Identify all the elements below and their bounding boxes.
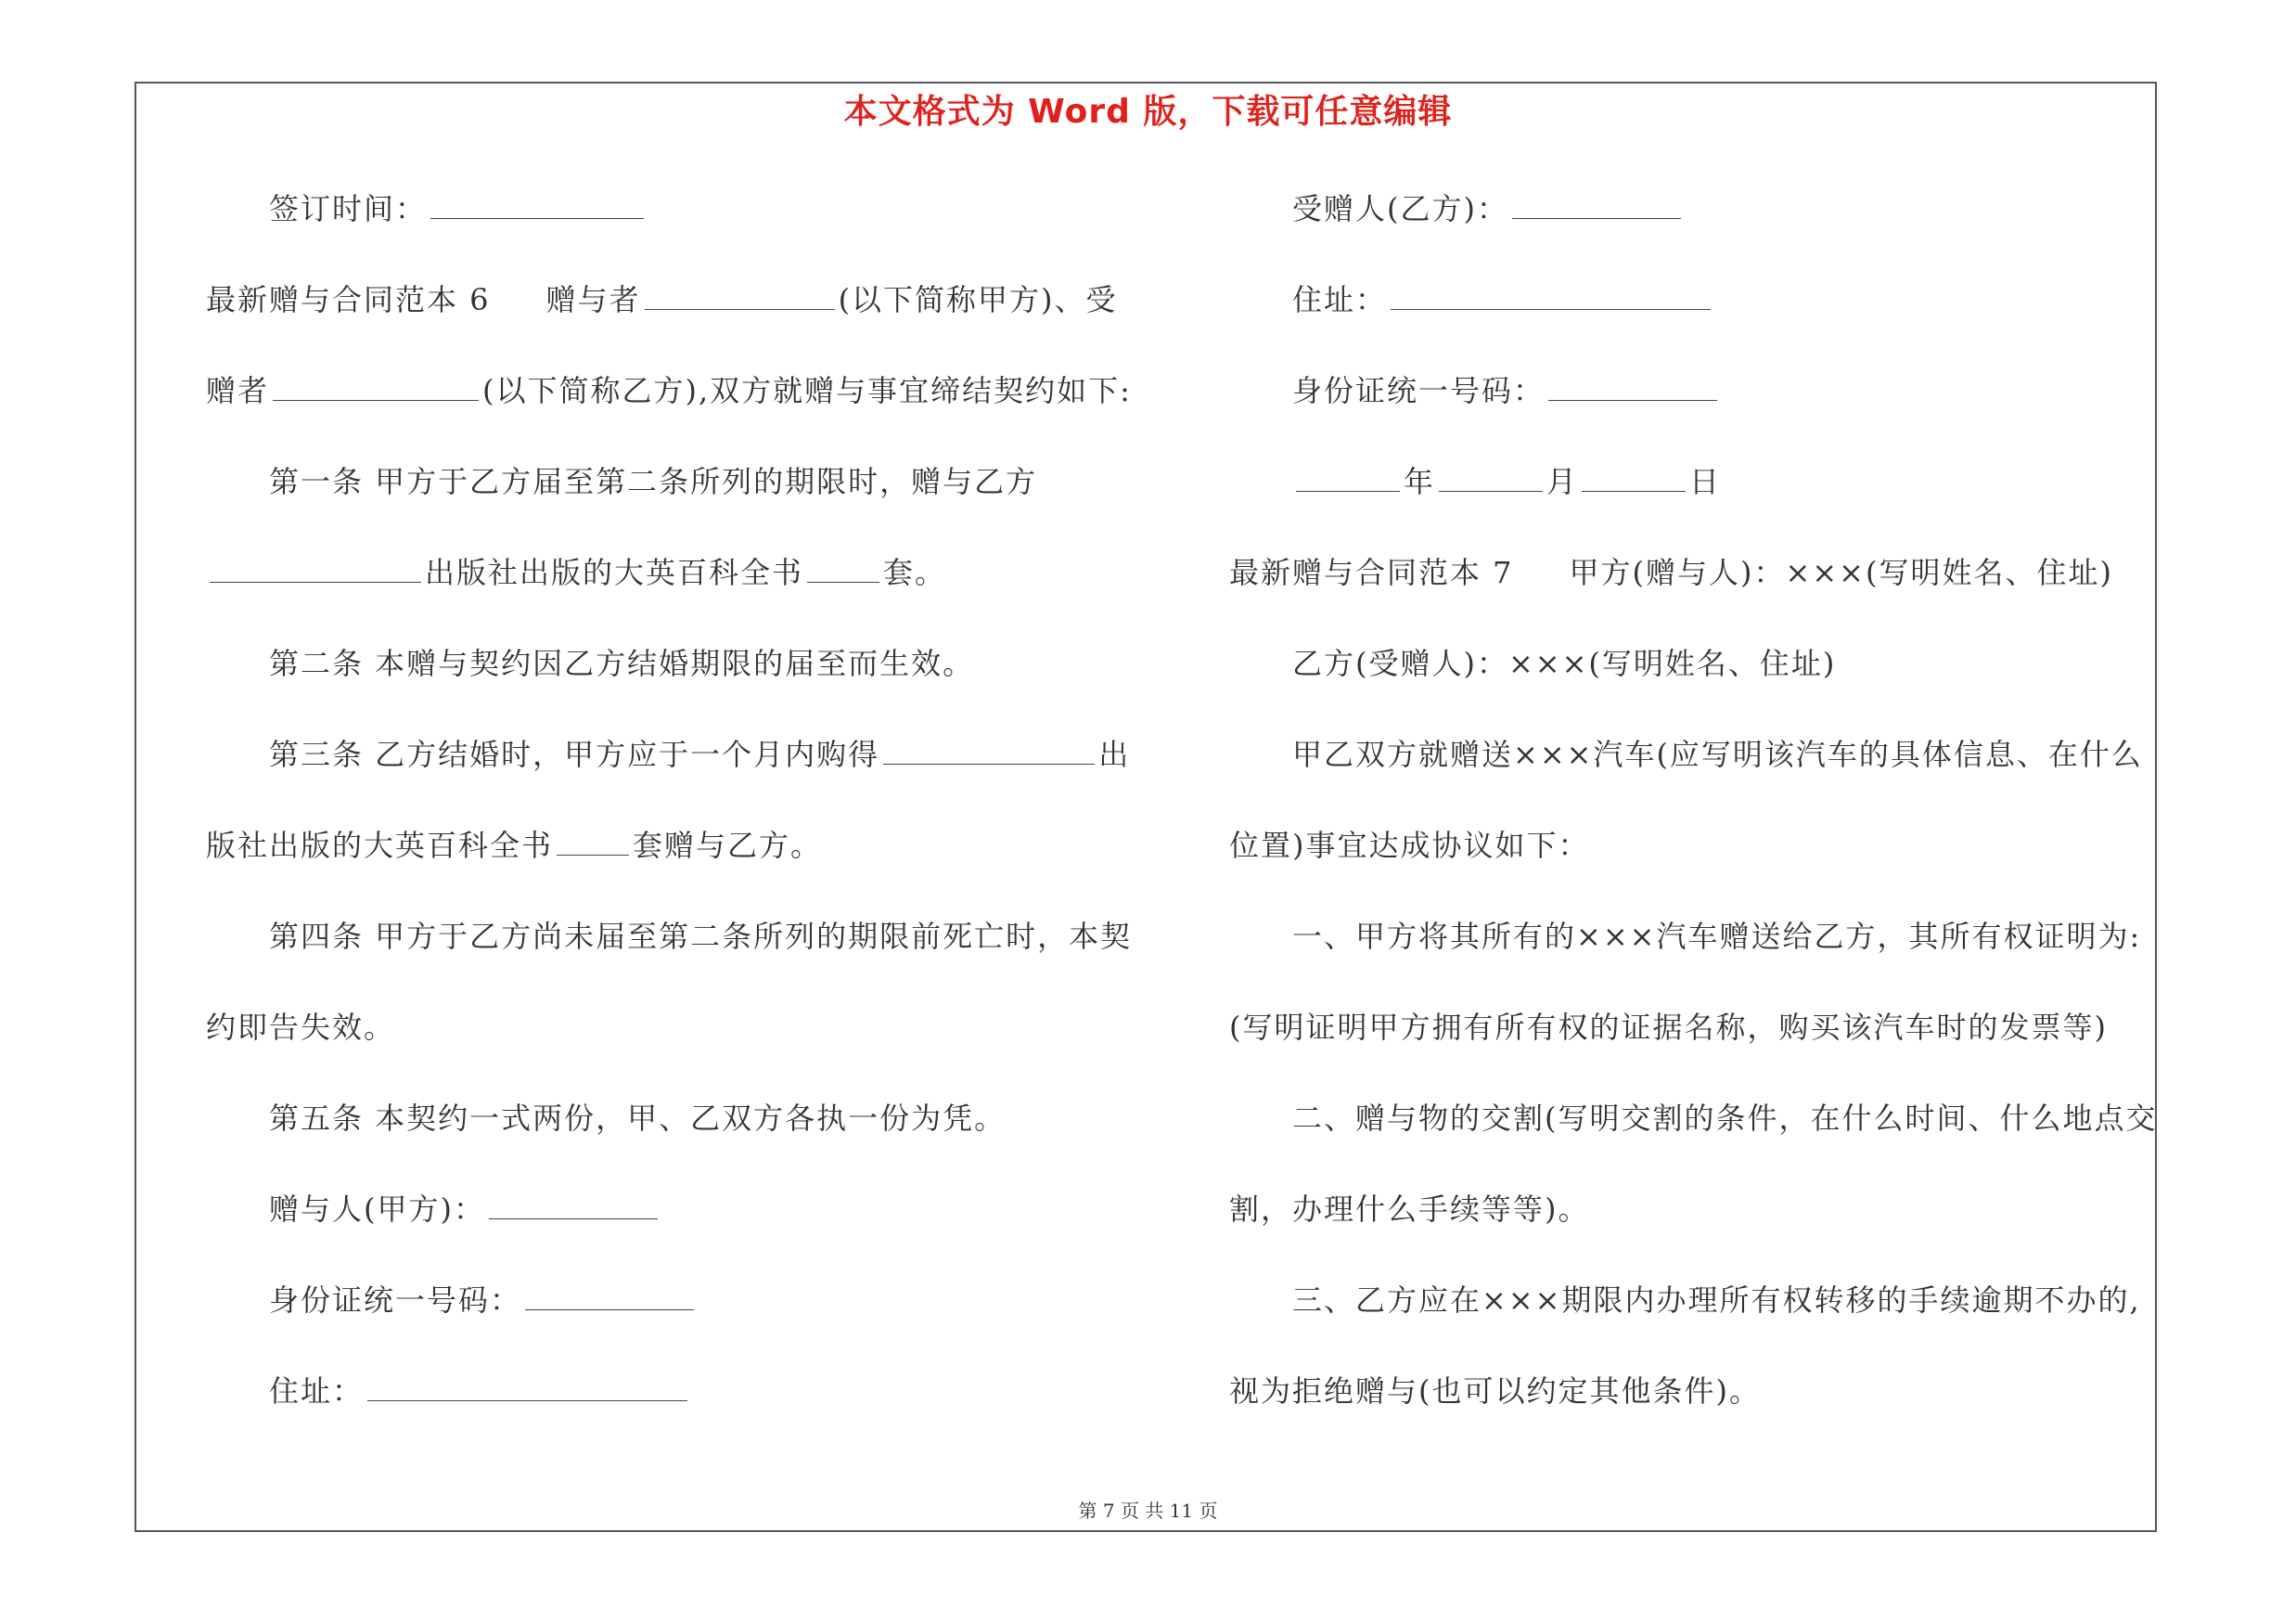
donee-intro-text: (以下简称乙方),双方就赠与事宜缔结契约如下: (482, 373, 1132, 408)
donor-sign-line (206, 1186, 1124, 1277)
party-a-text: 甲方(赠与人)：×××(写明姓名、住址) (1569, 555, 2113, 590)
section6-line (206, 277, 1124, 367)
clause3-text: 三、乙方应在×××期限内办理所有权转移的手续逾期不办的, (1292, 1282, 2141, 1318)
month-label: 月 (1546, 464, 1579, 499)
article3-text: 第三条 乙方结婚时，甲方应于一个月内购得 (269, 737, 880, 772)
donee-address-blank (1391, 277, 1711, 310)
article5-text: 第五条 本契约一式两份，甲、乙双方各执一份为凭。 (269, 1101, 1007, 1136)
donee-id-blank (1548, 368, 1717, 401)
clause1-text-end: (写明证明甲方拥有所有权的证据名称，购买该汽车时的发票等) (1229, 1010, 2108, 1045)
donor-id-line (206, 1277, 1124, 1368)
day-label: 日 (1689, 464, 1722, 499)
donee-id-line (1229, 367, 2166, 458)
right-column (1229, 186, 2166, 1459)
article1-line1 (206, 458, 1124, 549)
sign-time-blank (430, 187, 644, 219)
intro-text-end: 位置)事宜达成协议如下： (1229, 828, 1590, 863)
party-b-line (1229, 640, 2166, 731)
sets-blank-2 (557, 823, 629, 856)
article4-text-end: 约即告失效。 (206, 1010, 396, 1045)
party-b-text: 乙方(受赠人)：×××(写明姓名、住址) (1292, 646, 1837, 681)
clause1-line2 (1229, 1004, 2166, 1095)
clause2-line2 (1229, 1186, 2166, 1277)
clause2-text-end: 割，办理什么手续等等)。 (1229, 1191, 1590, 1227)
year-blank (1296, 459, 1400, 492)
section7-title: 最新赠与合同范本 7 (1229, 555, 1514, 590)
intro-line2 (1229, 822, 2166, 913)
donee-id-label: 身份证统一号码： (1292, 373, 1546, 408)
year-label: 年 (1404, 464, 1436, 499)
article4-line1 (206, 913, 1133, 1004)
article5-line (206, 1095, 1124, 1186)
donee-intro-label: 赠者 (206, 373, 270, 408)
clause3-line2 (1229, 1368, 2166, 1459)
left-column (206, 186, 1133, 1459)
format-banner: 本文格式为 Word 版，下载可任意编辑 (843, 93, 1453, 131)
page-number: 第 7 页 共 11 页 (1078, 1500, 1218, 1522)
donor-address-label: 住址： (269, 1373, 365, 1409)
article3-text-cont: 出 (1098, 737, 1131, 772)
article2-text: 第二条 本赠与契约因乙方结婚期限的届至而生效。 (269, 646, 975, 681)
donee-blank (1512, 187, 1681, 219)
donee-label: 受赠人(乙方)： (1292, 191, 1508, 226)
section6-title: 最新赠与合同范本 6 (206, 282, 491, 317)
donor-blank (489, 1187, 658, 1219)
sets-blank (807, 550, 879, 583)
clause1-text: 一、甲方将其所有的×××汽车赠送给乙方，其所有权证明为: (1292, 919, 2142, 954)
article3-text-2: 版社出版的大英百科全书 (206, 828, 554, 863)
article3-line2 (206, 822, 1124, 913)
section7-line (1229, 549, 2166, 640)
donor-name-blank (645, 277, 835, 310)
publisher-blank (210, 550, 421, 583)
clause2-line1 (1229, 1095, 2166, 1186)
donor-label: 赠与人(甲方)： (269, 1191, 485, 1227)
intro-line1 (1229, 731, 2166, 822)
day-blank (1582, 459, 1686, 492)
clause1-line1 (1229, 913, 2166, 1004)
article4-text: 第四条 甲方于乙方尚未届至第二条所列的期限前死亡时，本契 (269, 919, 1133, 954)
article3-text-end: 套赠与乙方。 (633, 828, 823, 863)
donee-address-line (1229, 277, 2166, 367)
donee-name-blank (273, 368, 479, 401)
donor-intro-label: 赠与者 (545, 282, 641, 317)
article2-line (206, 640, 1124, 731)
sign-time-line (206, 186, 1124, 277)
donor-id-blank (525, 1278, 694, 1310)
donee-address-label: 住址： (1292, 282, 1388, 317)
donor-address-blank (367, 1369, 687, 1401)
clause3-text-end: 视为拒绝赠与(也可以约定其他条件)。 (1229, 1373, 1761, 1409)
clause3-line1 (1229, 1277, 2166, 1368)
article1-text: 第一条 甲方于乙方届至第二条所列的期限时，赠与乙方 (269, 464, 1038, 499)
donor-id-label: 身份证统一号码： (269, 1282, 522, 1318)
article1-text-end: 套。 (883, 555, 947, 590)
article1-line2 (206, 549, 1124, 640)
donor-intro-text: (以下简称甲方)、受 (838, 282, 1118, 317)
donor-address-line (206, 1368, 1124, 1459)
donee-sign-line (1229, 186, 2166, 277)
sign-time-label: 签订时间： (269, 191, 428, 226)
article4-line2 (206, 1004, 1124, 1095)
date-line (1229, 458, 2166, 549)
publisher-blank-2 (883, 732, 1095, 765)
month-blank (1439, 459, 1543, 492)
article3-line1 (206, 731, 1131, 822)
article1-text-cont: 出版社出版的大英百科全书 (425, 555, 804, 590)
clause2-text: 二、赠与物的交割(写明交割的条件，在什么时间、什么地点交 (1292, 1101, 2158, 1136)
intro-text: 甲乙双方就赠送×××汽车(应写明该汽车的具体信息、在什么 (1292, 737, 2143, 772)
donee-intro-line (206, 367, 1132, 458)
